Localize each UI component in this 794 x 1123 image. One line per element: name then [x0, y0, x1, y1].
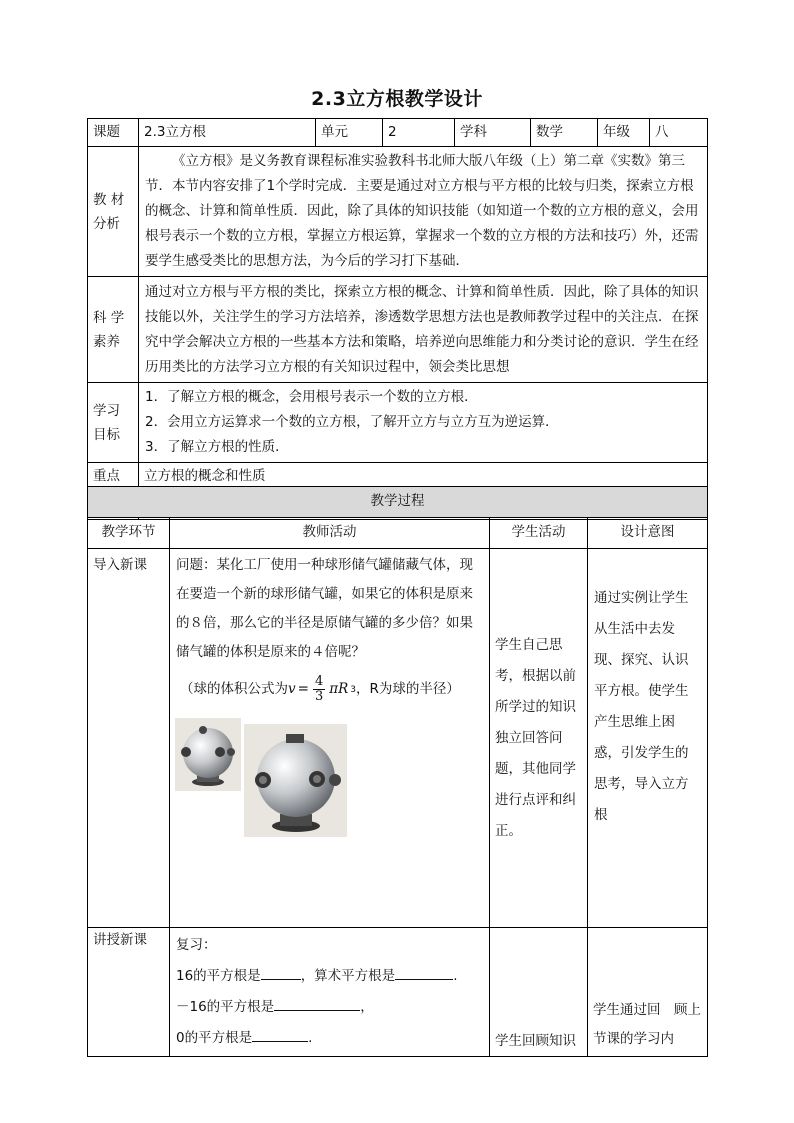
goal-item: 1．了解立方根的概念，会用根号表示一个数的立方根．	[145, 389, 478, 405]
newlesson-stage: 讲授新课	[88, 928, 170, 1057]
material-text: 《立方根》是义务教育课程标准实验教科书北师大版八年级（上）第二章《实数》第三节．本节内容安排了1个学时完成．主要是通过对立方根与平方根的比较与归类，探索立方根的概念、计算和简单性质．因此，除了具体的知识技能（如知道一个数的立方根的意义，会用根号表示一个数的立方根，掌握立方根运算，掌握求一个数的立方根的方法和技巧）外，还需要学生感受类比的思想方法，为今后的学习打下基础．	[139, 147, 708, 277]
q3-text: 0的平方根是	[176, 1030, 253, 1046]
review-q1: 16的平方根是 ，算术平方根是 .	[176, 961, 483, 992]
goals-list	[139, 383, 708, 463]
formula-v: v	[288, 681, 296, 697]
q1-part1: 16的平方根是	[176, 968, 261, 984]
subject-label: 课题	[88, 119, 139, 147]
intro-student: 学生自己思考，根据以前所学过的知识独立回答问题，其他同学进行点评和纠正。	[490, 549, 588, 928]
process-title: 教学过程	[88, 487, 708, 518]
review-q2	[176, 992, 483, 1023]
goal-item: 3．了解立方根的性质．	[145, 439, 289, 455]
answer-blank[interactable]	[252, 1027, 308, 1042]
q2-end: ，	[360, 999, 374, 1015]
intro-question: 问题：某化工厂使用一种球形储气罐储藏气体，现在要造一个新的球形储气罐，如果它的体积是原来的８倍，那么它的半径是原储气罐的多少倍？如果储气罐的体积是原来的４倍呢？	[176, 557, 473, 660]
gas-tank-photo-small	[175, 718, 241, 791]
goals-label: 学习目标	[88, 383, 139, 463]
header-teacher: 教师活动	[170, 518, 490, 549]
grade-label: 年级	[598, 119, 650, 147]
header-student: 学生活动	[490, 518, 588, 549]
material-label: 教 材分析	[88, 147, 139, 277]
gas-tank-photo-large	[244, 724, 347, 837]
literacy-text: 通过对立方根与平方根的类比，探索立方根的概念、计算和简单性质．因此，除了具体的知识技能以外，关注学生的学习方法培养，渗透数学思想方法也是教师教学过程中的关注点．在探究中学会解决立方根的一些基本方法和策略，培养逆向思维能力和分类讨论的意识．学生在经历用类比的方法学习立方根的有关知识过程中，领会类比思想	[139, 277, 708, 383]
key-label: 重点	[88, 463, 139, 492]
q2-text: －16的平方根是	[176, 999, 275, 1015]
unit-label: 单元	[316, 119, 383, 147]
literacy-label: 科 学素养	[88, 277, 139, 383]
answer-blank[interactable]	[274, 996, 360, 1011]
grade-value: 八	[650, 119, 708, 147]
volume-formula: （球的体积公式为 v = $\frac{4}{3}$ πR 3 ，R为球的半径）	[180, 674, 460, 704]
answer-blank[interactable]	[261, 965, 301, 980]
header-stage: 教学环节	[88, 518, 170, 549]
q1-part2: ，算术平方根是	[300, 968, 396, 984]
intro-stage: 导入新课	[88, 549, 170, 928]
page-title: 2.3立方根教学设计	[311, 88, 483, 110]
review-label: 复习：	[176, 937, 217, 953]
formula-prefix: （球的体积公式为	[180, 681, 288, 697]
newlesson-teacher-cell	[170, 928, 490, 1057]
key-text: 立方根的概念和性质	[139, 463, 708, 492]
formula-fraction	[313, 675, 325, 704]
formula-suffix: ，R为球的半径）	[356, 681, 460, 697]
subject-value: 2.3立方根	[139, 119, 316, 147]
discipline-value: 数学	[531, 119, 598, 147]
fraction-denominator: 3	[314, 689, 324, 704]
goal-item: 2．会用立方运算求一个数的立方根，了解开立方与立方互为逆运算．	[145, 414, 559, 430]
review-q3: 0的平方根是 .	[176, 1023, 483, 1054]
formula-pi-r: πR	[329, 681, 349, 697]
newlesson-intent: 学生通过回 顾上节课的学习内	[588, 928, 708, 1057]
fraction-numerator: 4	[314, 674, 324, 689]
newlesson-student: 学生回顾知识	[490, 928, 588, 1057]
info-table	[87, 118, 708, 520]
answer-blank[interactable]	[395, 965, 453, 980]
header-intent: 设计意图	[588, 518, 708, 549]
unit-value: 2	[383, 119, 455, 147]
intro-intent: 通过实例让学生从生活中去发现、探究、认识平方根。使学生产生思维上困惑，引发学生的思考，导入立方根	[588, 549, 708, 928]
discipline-label: 学科	[455, 119, 531, 147]
